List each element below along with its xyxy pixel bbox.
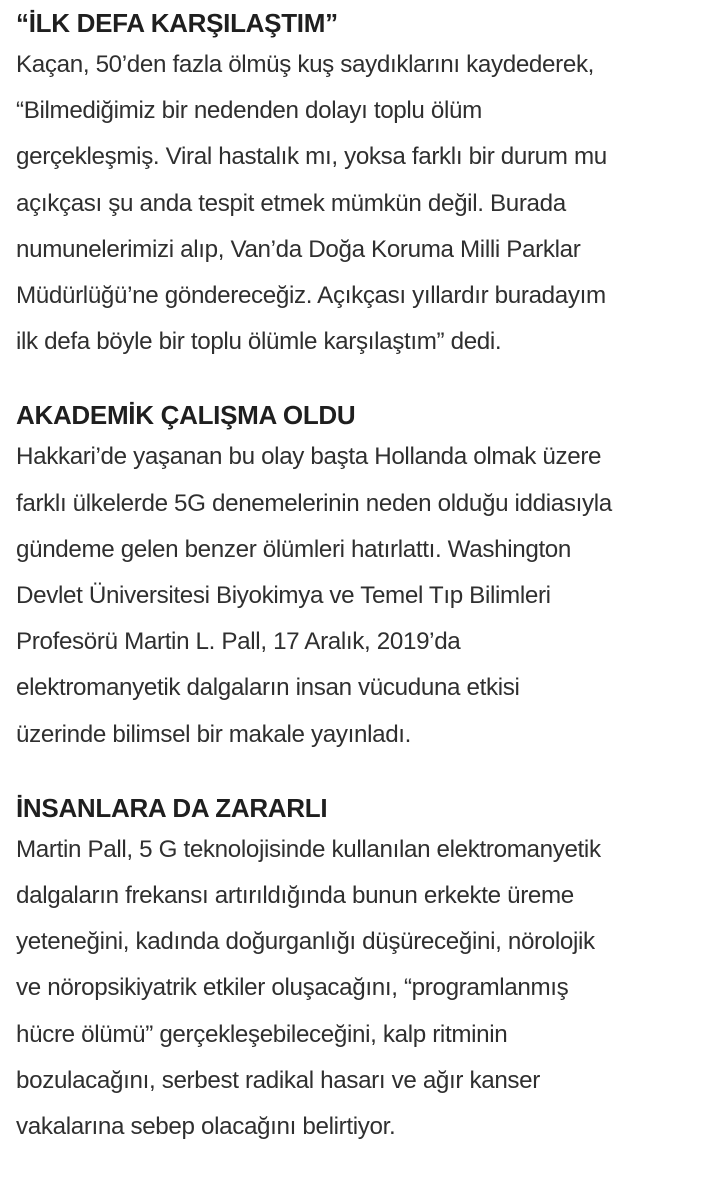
paragraph-line: Martin Pall, 5 G teknolojisinde kullanılan elektromanyetik	[16, 835, 601, 863]
paragraph-line: gündeme gelen benzer ölümleri hatırlattı. Washington	[16, 535, 572, 563]
paragraph-line: hücre ölümü” gerçekleşebileceğini, kalp ritminin	[16, 1020, 508, 1048]
paragraph-line: gerçekleşmiş. Viral hastalık mı, yoksa farklı bir durum mu	[16, 143, 607, 171]
paragraph-line: ilk defa böyle bir toplu ölümle karşılaştım” dedi.	[16, 328, 502, 356]
section-heading: AKADEMİK ÇALIŞMA OLDU	[16, 400, 356, 431]
paragraph-line: yeteneğini, kadında doğurganlığı düşüreceğini, nörolojik	[16, 928, 595, 956]
paragraph-line: dalgaların frekansı artırıldığında bunun erkekte üreme	[16, 882, 574, 910]
section-ilk-defa-karsilastim	[16, 6, 690, 365]
paragraph-line: Kaçan, 50’den fazla ölmüş kuş saydıklarını kaydederek,	[16, 51, 595, 78]
paragraph-line: elektromanyetik dalgaların insan vücuduna etkisi	[16, 674, 520, 702]
paragraph-line: ve nöropsikiyatrik etkiler oluşacağını, “programlanmış	[16, 974, 569, 1002]
section-heading: İNSANLARA DA ZARARLI	[16, 792, 328, 823]
paragraph-line: Devlet Üniversitesi Biyokimya ve Temel Tıp Bilimleri	[16, 582, 551, 610]
section-akademik-calisma-oldu	[16, 398, 690, 757]
paragraph-line: “Bilmediğimiz bir nedenden dolayı toplu ölüm	[16, 97, 482, 125]
paragraph-line: bozulacağını, serbest radikal hasarı ve ağır kanser	[16, 1066, 540, 1094]
section-insanlara-da-zararli	[16, 791, 690, 1150]
paragraph-line: Hakkari’de yaşanan bu olay başta Hollanda olmak üzere	[16, 443, 602, 471]
paragraph-line: numunelerimizi alıp, Van’da Doğa Koruma Milli Parklar	[16, 235, 581, 263]
section-heading: “İLK DEFA KARŞILAŞTIM”	[16, 8, 338, 38]
paragraph-line: üzerinde bilimsel bir makale yayınladı.	[16, 720, 412, 748]
paragraph-line: Müdürlüğü’ne göndereceğiz. Açıkçası yıllardır buradayım	[16, 282, 606, 310]
paragraph-line: açıkçası şu anda tespit etmek mümkün değil. Burada	[16, 189, 566, 217]
paragraph-line: Profesörü Martin L. Pall, 17 Aralık, 2019’da	[16, 628, 461, 656]
paragraph-line: farklı ülkelerde 5G denemelerinin neden olduğu iddiasıyla	[16, 489, 612, 517]
paragraph-line: vakalarına sebep olacağını belirtiyor.	[16, 1113, 396, 1141]
